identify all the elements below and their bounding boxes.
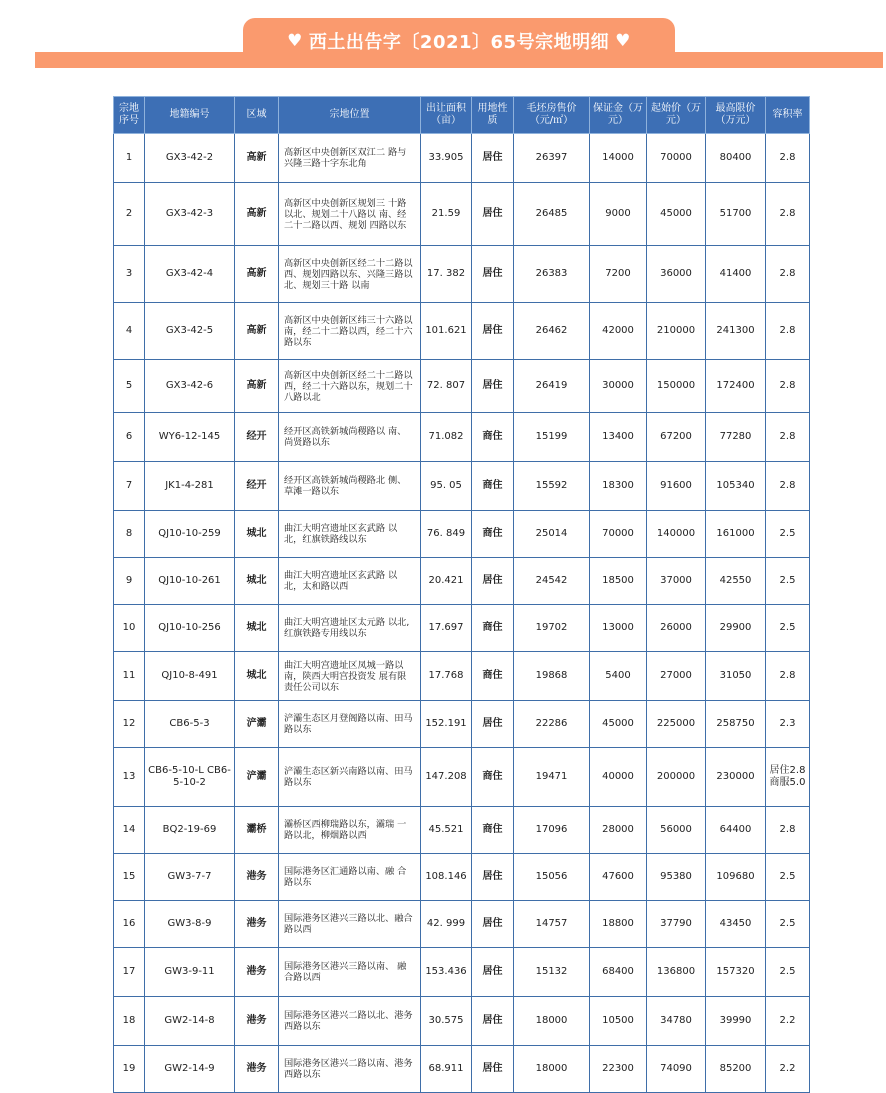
cell-use: 商住	[472, 511, 514, 558]
cell-use: 居住	[472, 854, 514, 901]
cell-price: 17096	[514, 807, 590, 854]
table-row	[114, 462, 810, 511]
table-row	[114, 558, 810, 605]
cell-deposit: 40000	[590, 748, 647, 807]
cell-far: 2.8	[766, 360, 810, 413]
cell-size: 108.146	[421, 854, 472, 901]
cell-use: 居住	[472, 701, 514, 748]
table-row	[114, 701, 810, 748]
cell-loc: 高新区中央创新区双江二 路与兴隆三路十字东北角	[279, 134, 421, 183]
table-row	[114, 748, 810, 807]
cell-no: 11	[114, 652, 145, 701]
cell-far: 2.8	[766, 413, 810, 462]
cell-deposit: 42000	[590, 303, 647, 360]
cell-size: 71.082	[421, 413, 472, 462]
cell-far: 2.5	[766, 605, 810, 652]
table-body	[114, 134, 810, 1093]
cell-use: 居住	[472, 948, 514, 997]
table-row	[114, 360, 810, 413]
column-header: 区域	[235, 97, 279, 134]
cell-area: 港务	[235, 948, 279, 997]
cell-no: 4	[114, 303, 145, 360]
cell-size: 72. 807	[421, 360, 472, 413]
column-header: 宗地位置	[279, 97, 421, 134]
cell-far: 2.5	[766, 901, 810, 948]
cell-code: GX3-42-4	[145, 246, 235, 303]
cell-area: 城北	[235, 511, 279, 558]
cell-code: GX3-42-5	[145, 303, 235, 360]
cell-use: 居住	[472, 1046, 514, 1093]
cell-loc: 高新区中央创新区规划三 十路以北、规划二十八路以 南、经二十二路以西、规划 四路以东	[279, 183, 421, 246]
cell-price: 18000	[514, 1046, 590, 1093]
cell-far: 2.8	[766, 807, 810, 854]
cell-loc: 国际港务区港兴二路以北、港务西路以东	[279, 997, 421, 1046]
cell-price: 15592	[514, 462, 590, 511]
cell-price: 15056	[514, 854, 590, 901]
cell-no: 9	[114, 558, 145, 605]
cell-area: 城北	[235, 605, 279, 652]
cell-deposit: 68400	[590, 948, 647, 997]
cell-no: 6	[114, 413, 145, 462]
cell-size: 76. 849	[421, 511, 472, 558]
cell-price: 26419	[514, 360, 590, 413]
cell-deposit: 14000	[590, 134, 647, 183]
cell-code: GW3-7-7	[145, 854, 235, 901]
cell-start: 136800	[647, 948, 706, 997]
cell-far: 2.8	[766, 462, 810, 511]
cell-use: 居住	[472, 246, 514, 303]
cell-far: 2.5	[766, 854, 810, 901]
table-row	[114, 413, 810, 462]
cell-max: 29900	[706, 605, 766, 652]
cell-area: 城北	[235, 558, 279, 605]
cell-far: 2.2	[766, 1046, 810, 1093]
cell-deposit: 18300	[590, 462, 647, 511]
cell-start: 56000	[647, 807, 706, 854]
cell-start: 140000	[647, 511, 706, 558]
cell-area: 高新	[235, 303, 279, 360]
column-header: 地籍编号	[145, 97, 235, 134]
table-row	[114, 901, 810, 948]
cell-loc: 国际港务区港兴三路以北、融合路以西	[279, 901, 421, 948]
cell-area: 高新	[235, 246, 279, 303]
cell-deposit: 70000	[590, 511, 647, 558]
cell-no: 18	[114, 997, 145, 1046]
table-row	[114, 652, 810, 701]
cell-use: 商住	[472, 605, 514, 652]
cell-max: 157320	[706, 948, 766, 997]
cell-use: 商住	[472, 413, 514, 462]
cell-code: GX3-42-3	[145, 183, 235, 246]
cell-code: QJ10-10-256	[145, 605, 235, 652]
cell-far: 2.8	[766, 134, 810, 183]
cell-no: 13	[114, 748, 145, 807]
cell-price: 15199	[514, 413, 590, 462]
cell-start: 95380	[647, 854, 706, 901]
cell-size: 95. 05	[421, 462, 472, 511]
cell-no: 16	[114, 901, 145, 948]
cell-no: 10	[114, 605, 145, 652]
cell-code: WY6-12-145	[145, 413, 235, 462]
cell-area: 浐灞	[235, 701, 279, 748]
cell-code: GW3-9-11	[145, 948, 235, 997]
table-row	[114, 303, 810, 360]
column-header: 毛坯房售价（元/㎡）	[514, 97, 590, 134]
cell-deposit: 47600	[590, 854, 647, 901]
cell-use: 商住	[472, 462, 514, 511]
cell-loc: 高新区中央创新区纬三十六路以南，经二十二路以西，经二十六路以东	[279, 303, 421, 360]
cell-far: 2.5	[766, 558, 810, 605]
cell-use: 居住	[472, 558, 514, 605]
cell-area: 高新	[235, 134, 279, 183]
cell-far: 2.3	[766, 701, 810, 748]
table-row	[114, 854, 810, 901]
cell-no: 19	[114, 1046, 145, 1093]
cell-far: 居住2.8 商服5.0	[766, 748, 810, 807]
cell-deposit: 10500	[590, 997, 647, 1046]
cell-area: 港务	[235, 854, 279, 901]
cell-loc: 国际港务区汇通路以南、融 合路以东	[279, 854, 421, 901]
cell-use: 商住	[472, 807, 514, 854]
cell-use: 居住	[472, 360, 514, 413]
cell-far: 2.8	[766, 183, 810, 246]
cell-max: 105340	[706, 462, 766, 511]
heart-icon: ♥	[287, 31, 303, 51]
cell-code: CB6-5-10-L CB6-5-10-2	[145, 748, 235, 807]
cell-price: 19702	[514, 605, 590, 652]
cell-start: 150000	[647, 360, 706, 413]
cell-area: 浐灞	[235, 748, 279, 807]
cell-start: 37000	[647, 558, 706, 605]
cell-far: 2.8	[766, 303, 810, 360]
cell-start: 37790	[647, 901, 706, 948]
cell-loc: 灞桥区西柳瑞路以东，灞瑞 一路以北，柳烟路以西	[279, 807, 421, 854]
cell-start: 36000	[647, 246, 706, 303]
cell-size: 30.575	[421, 997, 472, 1046]
cell-area: 高新	[235, 183, 279, 246]
cell-no: 8	[114, 511, 145, 558]
cell-no: 2	[114, 183, 145, 246]
cell-code: BQ2-19-69	[145, 807, 235, 854]
table-row	[114, 1046, 810, 1093]
cell-loc: 浐灞生态区新兴南路以南、田马路以东	[279, 748, 421, 807]
cell-size: 20.421	[421, 558, 472, 605]
table-row	[114, 134, 810, 183]
cell-code: QJ10-10-261	[145, 558, 235, 605]
cell-price: 26383	[514, 246, 590, 303]
cell-area: 经开	[235, 413, 279, 462]
cell-loc: 国际港务区港兴二路以南、港务西路以东	[279, 1046, 421, 1093]
cell-deposit: 7200	[590, 246, 647, 303]
cell-start: 67200	[647, 413, 706, 462]
cell-price: 26462	[514, 303, 590, 360]
cell-size: 17. 382	[421, 246, 472, 303]
table-row	[114, 997, 810, 1046]
cell-max: 161000	[706, 511, 766, 558]
page-title	[243, 18, 675, 64]
cell-no: 3	[114, 246, 145, 303]
cell-max: 109680	[706, 854, 766, 901]
column-header: 用地性质	[472, 97, 514, 134]
cell-deposit: 13400	[590, 413, 647, 462]
cell-start: 210000	[647, 303, 706, 360]
table-row	[114, 948, 810, 997]
cell-code: CB6-5-3	[145, 701, 235, 748]
cell-loc: 曲江大明宫遗址区玄武路 以北，太和路以西	[279, 558, 421, 605]
cell-loc: 曲江大明宫遗址区凤城一路以南，陕西大明宫投资发 展有限责任公司以东	[279, 652, 421, 701]
cell-price: 14757	[514, 901, 590, 948]
cell-price: 19471	[514, 748, 590, 807]
cell-loc: 浐灞生态区月登阁路以南、田马路以东	[279, 701, 421, 748]
cell-price: 26485	[514, 183, 590, 246]
table-row	[114, 807, 810, 854]
cell-area: 港务	[235, 997, 279, 1046]
cell-code: QJ10-10-259	[145, 511, 235, 558]
cell-far: 2.5	[766, 511, 810, 558]
cell-code: GW3-8-9	[145, 901, 235, 948]
table-row	[114, 183, 810, 246]
cell-area: 城北	[235, 652, 279, 701]
cell-deposit: 18500	[590, 558, 647, 605]
cell-code: QJ10-8-491	[145, 652, 235, 701]
cell-no: 7	[114, 462, 145, 511]
cell-max: 51700	[706, 183, 766, 246]
cell-no: 14	[114, 807, 145, 854]
heart-icon: ♥	[615, 31, 631, 51]
cell-no: 5	[114, 360, 145, 413]
cell-size: 21.59	[421, 183, 472, 246]
cell-loc: 经开区高铁新城尚稷路北 侧、草滩一路以东	[279, 462, 421, 511]
cell-start: 225000	[647, 701, 706, 748]
cell-loc: 曲江大明宫遗址区玄武路 以北，红旗铁路线以东	[279, 511, 421, 558]
cell-size: 152.191	[421, 701, 472, 748]
cell-start: 34780	[647, 997, 706, 1046]
cell-max: 42550	[706, 558, 766, 605]
cell-size: 33.905	[421, 134, 472, 183]
table-header-row	[114, 97, 810, 134]
cell-size: 147.208	[421, 748, 472, 807]
cell-deposit: 45000	[590, 701, 647, 748]
cell-deposit: 30000	[590, 360, 647, 413]
cell-area: 港务	[235, 1046, 279, 1093]
cell-no: 12	[114, 701, 145, 748]
page-title-text: 西土出告字〔2021〕65号宗地明细	[308, 32, 610, 53]
cell-start: 91600	[647, 462, 706, 511]
cell-price: 22286	[514, 701, 590, 748]
column-header: 起始价（万元）	[647, 97, 706, 134]
cell-deposit: 9000	[590, 183, 647, 246]
cell-loc: 曲江大明宫遗址区太元路 以北,红旗铁路专用线以东	[279, 605, 421, 652]
cell-no: 1	[114, 134, 145, 183]
cell-max: 230000	[706, 748, 766, 807]
cell-area: 经开	[235, 462, 279, 511]
cell-max: 39990	[706, 997, 766, 1046]
cell-far: 2.8	[766, 246, 810, 303]
cell-deposit: 13000	[590, 605, 647, 652]
cell-max: 77280	[706, 413, 766, 462]
table-row	[114, 511, 810, 558]
cell-use: 居住	[472, 134, 514, 183]
cell-size: 153.436	[421, 948, 472, 997]
cell-size: 42. 999	[421, 901, 472, 948]
cell-price: 26397	[514, 134, 590, 183]
cell-code: JK1-4-281	[145, 462, 235, 511]
cell-code: GX3-42-6	[145, 360, 235, 413]
cell-loc: 高新区中央创新区经二十二路以西、规划四路以东、兴隆三路以北、规划三十路 以南	[279, 246, 421, 303]
cell-loc: 经开区高铁新城尚稷路以 南、尚贤路以东	[279, 413, 421, 462]
cell-start: 70000	[647, 134, 706, 183]
cell-start: 27000	[647, 652, 706, 701]
cell-use: 居住	[472, 997, 514, 1046]
cell-far: 2.2	[766, 997, 810, 1046]
column-header: 宗地序号	[114, 97, 145, 134]
cell-size: 68.911	[421, 1046, 472, 1093]
cell-use: 商住	[472, 652, 514, 701]
cell-price: 15132	[514, 948, 590, 997]
cell-deposit: 18800	[590, 901, 647, 948]
cell-code: GX3-42-2	[145, 134, 235, 183]
column-header: 容积率	[766, 97, 810, 134]
cell-code: GW2-14-8	[145, 997, 235, 1046]
cell-no: 17	[114, 948, 145, 997]
table-row	[114, 246, 810, 303]
cell-start: 45000	[647, 183, 706, 246]
cell-far: 2.8	[766, 652, 810, 701]
cell-use: 居住	[472, 303, 514, 360]
cell-start: 200000	[647, 748, 706, 807]
cell-start: 74090	[647, 1046, 706, 1093]
cell-max: 241300	[706, 303, 766, 360]
cell-price: 25014	[514, 511, 590, 558]
cell-max: 31050	[706, 652, 766, 701]
cell-deposit: 5400	[590, 652, 647, 701]
cell-max: 43450	[706, 901, 766, 948]
cell-start: 26000	[647, 605, 706, 652]
cell-use: 居住	[472, 901, 514, 948]
cell-price: 24542	[514, 558, 590, 605]
cell-deposit: 22300	[590, 1046, 647, 1093]
cell-size: 17.768	[421, 652, 472, 701]
cell-size: 101.621	[421, 303, 472, 360]
cell-no: 15	[114, 854, 145, 901]
cell-use: 居住	[472, 183, 514, 246]
cell-use: 商住	[472, 748, 514, 807]
cell-area: 灞桥	[235, 807, 279, 854]
cell-price: 19868	[514, 652, 590, 701]
cell-deposit: 28000	[590, 807, 647, 854]
column-header: 最高限价（万元）	[706, 97, 766, 134]
cell-far: 2.5	[766, 948, 810, 997]
cell-max: 41400	[706, 246, 766, 303]
cell-price: 18000	[514, 997, 590, 1046]
cell-max: 85200	[706, 1046, 766, 1093]
cell-area: 港务	[235, 901, 279, 948]
cell-loc: 国际港务区港兴三路以南、 融合路以西	[279, 948, 421, 997]
cell-max: 172400	[706, 360, 766, 413]
table-row	[114, 605, 810, 652]
cell-code: GW2-14-9	[145, 1046, 235, 1093]
cell-loc: 高新区中央创新区经二十二路以西，经二十六路以东，规划二十八路以北	[279, 360, 421, 413]
cell-max: 80400	[706, 134, 766, 183]
cell-size: 17.697	[421, 605, 472, 652]
cell-area: 高新	[235, 360, 279, 413]
cell-max: 64400	[706, 807, 766, 854]
cell-max: 258750	[706, 701, 766, 748]
parcel-table	[113, 96, 810, 1093]
column-header: 保证金（万元）	[590, 97, 647, 134]
cell-size: 45.521	[421, 807, 472, 854]
column-header: 出让面积（亩）	[421, 97, 472, 134]
